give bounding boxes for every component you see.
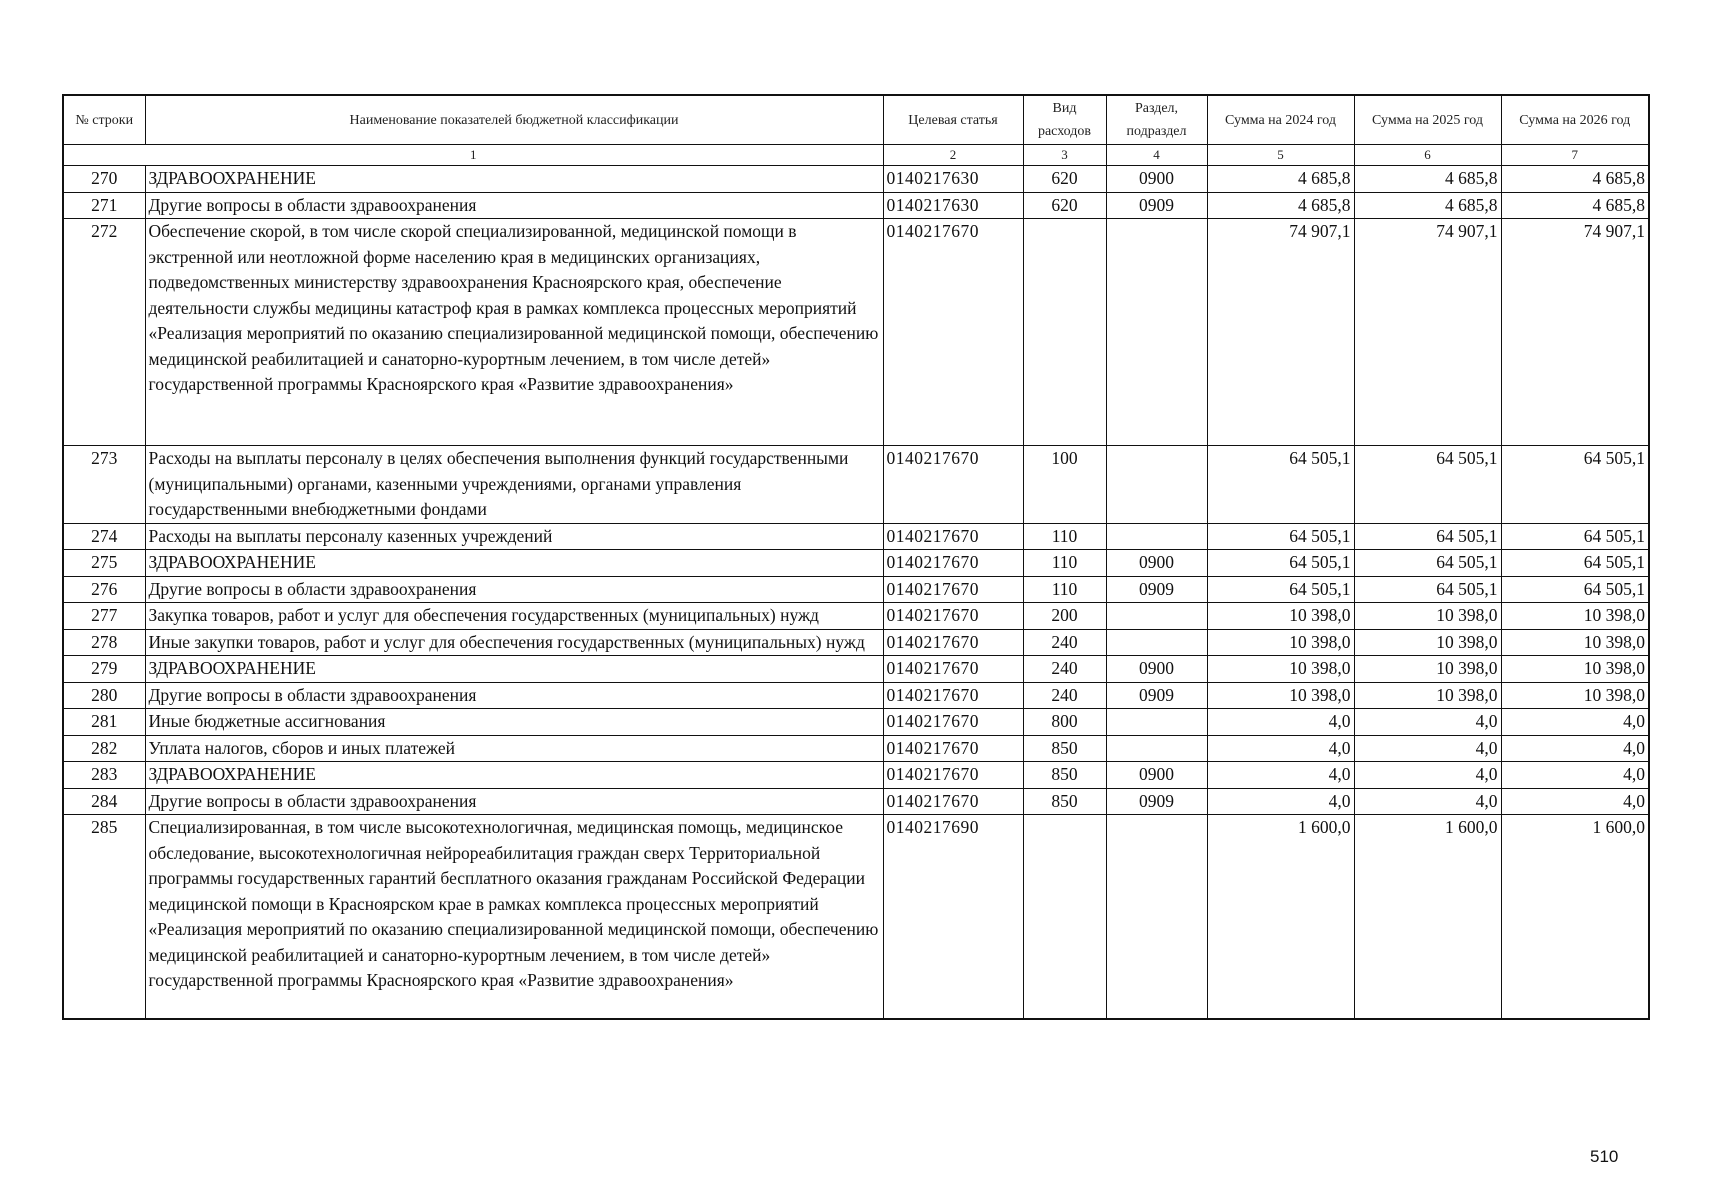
cell-sum-2026: 64 505,1 bbox=[1501, 446, 1649, 524]
cell-section bbox=[1106, 815, 1207, 1019]
cell-row-no: 279 bbox=[63, 656, 145, 683]
cell-section: 0909 bbox=[1106, 788, 1207, 815]
cell-row-no: 272 bbox=[63, 219, 145, 446]
cell-section: 0900 bbox=[1106, 762, 1207, 789]
cell-target: 0140217670 bbox=[883, 629, 1023, 656]
header-target: Целевая статья bbox=[883, 95, 1023, 145]
header-section: Раздел, подраздел bbox=[1106, 95, 1207, 145]
cell-target: 0140217670 bbox=[883, 762, 1023, 789]
cell-sum-2025: 4,0 bbox=[1354, 788, 1501, 815]
cell-sum-2026: 4,0 bbox=[1501, 788, 1649, 815]
cell-kind: 620 bbox=[1023, 166, 1106, 193]
cell-row-no: 280 bbox=[63, 682, 145, 709]
cell-sum-2024: 64 505,1 bbox=[1207, 446, 1354, 524]
cell-name: Другие вопросы в области здравоохранения bbox=[145, 788, 883, 815]
cell-sum-2024: 10 398,0 bbox=[1207, 629, 1354, 656]
cell-section bbox=[1106, 523, 1207, 550]
cell-row-no: 278 bbox=[63, 629, 145, 656]
cell-sum-2025: 4,0 bbox=[1354, 735, 1501, 762]
cell-kind: 240 bbox=[1023, 629, 1106, 656]
cell-target: 0140217630 bbox=[883, 166, 1023, 193]
table-body bbox=[63, 166, 1649, 1019]
table-row bbox=[63, 762, 1649, 789]
cell-kind: 110 bbox=[1023, 576, 1106, 603]
cell-sum-2026: 10 398,0 bbox=[1501, 629, 1649, 656]
cell-target: 0140217670 bbox=[883, 219, 1023, 446]
cell-sum-2025: 10 398,0 bbox=[1354, 682, 1501, 709]
cell-sum-2025: 10 398,0 bbox=[1354, 629, 1501, 656]
cell-section: 0909 bbox=[1106, 682, 1207, 709]
cell-kind bbox=[1023, 815, 1106, 1019]
cell-kind: 200 bbox=[1023, 603, 1106, 630]
cell-name: Иные закупки товаров, работ и услуг для обеспечения государственных (муниципальных) нужд bbox=[145, 629, 883, 656]
cell-sum-2024: 4,0 bbox=[1207, 788, 1354, 815]
cell-sum-2024: 64 505,1 bbox=[1207, 576, 1354, 603]
header-sum-2026: Сумма на 2026 год bbox=[1501, 95, 1649, 145]
cell-row-no: 283 bbox=[63, 762, 145, 789]
cell-section bbox=[1106, 709, 1207, 736]
cell-sum-2025: 4 685,8 bbox=[1354, 192, 1501, 219]
column-number: 2 bbox=[883, 145, 1023, 166]
cell-name: ЗДРАВООХРАНЕНИЕ bbox=[145, 550, 883, 577]
header-kind: Вид расходов bbox=[1023, 95, 1106, 145]
cell-target: 0140217670 bbox=[883, 682, 1023, 709]
cell-sum-2026: 4 685,8 bbox=[1501, 166, 1649, 193]
table-row bbox=[63, 735, 1649, 762]
cell-sum-2025: 64 505,1 bbox=[1354, 523, 1501, 550]
column-number: 1 bbox=[63, 145, 883, 166]
column-number: 7 bbox=[1501, 145, 1649, 166]
header-row-no: № строки bbox=[63, 95, 145, 145]
cell-sum-2025: 64 505,1 bbox=[1354, 550, 1501, 577]
table-row bbox=[63, 682, 1649, 709]
cell-sum-2025: 1 600,0 bbox=[1354, 815, 1501, 1019]
cell-sum-2025: 4 685,8 bbox=[1354, 166, 1501, 193]
table-row bbox=[63, 656, 1649, 683]
cell-sum-2025: 64 505,1 bbox=[1354, 576, 1501, 603]
cell-sum-2026: 4,0 bbox=[1501, 709, 1649, 736]
cell-name: Расходы на выплаты персоналу казенных учреждений bbox=[145, 523, 883, 550]
page-number: 510 bbox=[1590, 1147, 1619, 1166]
cell-sum-2026: 64 505,1 bbox=[1501, 550, 1649, 577]
cell-sum-2024: 4,0 bbox=[1207, 735, 1354, 762]
table-row bbox=[63, 603, 1649, 630]
cell-target: 0140217670 bbox=[883, 603, 1023, 630]
header-row bbox=[63, 95, 1649, 145]
cell-row-no: 275 bbox=[63, 550, 145, 577]
table-row bbox=[63, 629, 1649, 656]
cell-target: 0140217670 bbox=[883, 523, 1023, 550]
cell-sum-2024: 4 685,8 bbox=[1207, 192, 1354, 219]
cell-kind: 850 bbox=[1023, 762, 1106, 789]
cell-sum-2026: 64 505,1 bbox=[1501, 576, 1649, 603]
cell-sum-2026: 1 600,0 bbox=[1501, 815, 1649, 1019]
cell-kind: 850 bbox=[1023, 735, 1106, 762]
cell-sum-2026: 4 685,8 bbox=[1501, 192, 1649, 219]
cell-kind: 110 bbox=[1023, 523, 1106, 550]
cell-name: Расходы на выплаты персоналу в целях обеспечения выполнения функций государственными (муниципальными) органами, казенными учреждениями, органами управления государственными внебюджетными фондами bbox=[145, 446, 883, 524]
table-row bbox=[63, 788, 1649, 815]
cell-kind: 110 bbox=[1023, 550, 1106, 577]
cell-target: 0140217670 bbox=[883, 709, 1023, 736]
cell-name: Обеспечение скорой, в том числе скорой специализированной, медицинской помощи в экстренной или неотложной форме населению края в медицинских организациях, подведомственных министерству здравоохранения Красноярского края, обеспечение деятельности службы медицины катастроф края в рамках комплекса процессных мероприятий «Реализация мероприятий по оказанию специализированной медицинской помощи, обеспечению медицинской реабилитацией и санаторно-курортным лечением, в том числе детей» государственной программы Красноярского края «Развитие здравоохранения» bbox=[145, 219, 883, 446]
table-row bbox=[63, 166, 1649, 193]
cell-sum-2026: 10 398,0 bbox=[1501, 603, 1649, 630]
cell-sum-2024: 74 907,1 bbox=[1207, 219, 1354, 446]
cell-name: Другие вопросы в области здравоохранения bbox=[145, 192, 883, 219]
cell-name: Иные бюджетные ассигнования bbox=[145, 709, 883, 736]
column-number: 4 bbox=[1106, 145, 1207, 166]
cell-section bbox=[1106, 735, 1207, 762]
cell-sum-2025: 74 907,1 bbox=[1354, 219, 1501, 446]
header-sum-2025: Сумма на 2025 год bbox=[1354, 95, 1501, 145]
cell-sum-2024: 4 685,8 bbox=[1207, 166, 1354, 193]
cell-row-no: 282 bbox=[63, 735, 145, 762]
cell-name: ЗДРАВООХРАНЕНИЕ bbox=[145, 762, 883, 789]
cell-sum-2024: 1 600,0 bbox=[1207, 815, 1354, 1019]
cell-sum-2024: 4,0 bbox=[1207, 762, 1354, 789]
cell-sum-2026: 4,0 bbox=[1501, 762, 1649, 789]
cell-target: 0140217630 bbox=[883, 192, 1023, 219]
cell-name: Другие вопросы в области здравоохранения bbox=[145, 576, 883, 603]
cell-row-no: 277 bbox=[63, 603, 145, 630]
cell-sum-2026: 4,0 bbox=[1501, 735, 1649, 762]
cell-name: ЗДРАВООХРАНЕНИЕ bbox=[145, 656, 883, 683]
cell-kind: 850 bbox=[1023, 788, 1106, 815]
cell-section: 0909 bbox=[1106, 192, 1207, 219]
budget-sheet bbox=[62, 94, 1648, 1020]
cell-section bbox=[1106, 629, 1207, 656]
cell-name: Закупка товаров, работ и услуг для обеспечения государственных (муниципальных) нужд bbox=[145, 603, 883, 630]
cell-sum-2026: 74 907,1 bbox=[1501, 219, 1649, 446]
column-number: 3 bbox=[1023, 145, 1106, 166]
column-number: 5 bbox=[1207, 145, 1354, 166]
cell-section bbox=[1106, 219, 1207, 446]
cell-section: 0900 bbox=[1106, 166, 1207, 193]
table-row bbox=[63, 523, 1649, 550]
cell-sum-2025: 10 398,0 bbox=[1354, 603, 1501, 630]
cell-kind: 800 bbox=[1023, 709, 1106, 736]
table-row bbox=[63, 815, 1649, 1019]
cell-name: Уплата налогов, сборов и иных платежей bbox=[145, 735, 883, 762]
table-row bbox=[63, 576, 1649, 603]
cell-kind bbox=[1023, 219, 1106, 446]
cell-row-no: 284 bbox=[63, 788, 145, 815]
cell-kind: 240 bbox=[1023, 682, 1106, 709]
cell-row-no: 273 bbox=[63, 446, 145, 524]
cell-name: Другие вопросы в области здравоохранения bbox=[145, 682, 883, 709]
table-row bbox=[63, 446, 1649, 524]
cell-section: 0900 bbox=[1106, 550, 1207, 577]
header-name: Наименование показателей бюджетной классификации bbox=[145, 95, 883, 145]
table-row bbox=[63, 192, 1649, 219]
column-number: 6 bbox=[1354, 145, 1501, 166]
cell-sum-2025: 10 398,0 bbox=[1354, 656, 1501, 683]
cell-row-no: 285 bbox=[63, 815, 145, 1019]
cell-sum-2024: 64 505,1 bbox=[1207, 523, 1354, 550]
cell-row-no: 270 bbox=[63, 166, 145, 193]
cell-sum-2026: 10 398,0 bbox=[1501, 682, 1649, 709]
cell-name: ЗДРАВООХРАНЕНИЕ bbox=[145, 166, 883, 193]
cell-section: 0909 bbox=[1106, 576, 1207, 603]
table-row bbox=[63, 219, 1649, 446]
cell-sum-2024: 10 398,0 bbox=[1207, 603, 1354, 630]
cell-section: 0900 bbox=[1106, 656, 1207, 683]
cell-target: 0140217690 bbox=[883, 815, 1023, 1019]
cell-kind: 100 bbox=[1023, 446, 1106, 524]
cell-row-no: 281 bbox=[63, 709, 145, 736]
cell-name: Специализированная, в том числе высокотехнологичная, медицинская помощь, медицинское обследование, высокотехнологичная нейрореабилитация граждан сверх Территориальной программы государственных гарантий бесплатного оказания гражданам Российской Федерации медицинской помощи в Красноярском крае в рамках комплекса процессных мероприятий «Реализация мероприятий по оказанию специализированной медицинской помощи, обеспечению медицинской реабилитацией и санаторно-курортным лечением, в том числе детей» государственной программы Красноярского края «Развитие здравоохранения» bbox=[145, 815, 883, 1019]
header-sum-2024: Сумма на 2024 год bbox=[1207, 95, 1354, 145]
cell-row-no: 274 bbox=[63, 523, 145, 550]
cell-target: 0140217670 bbox=[883, 576, 1023, 603]
cell-sum-2024: 64 505,1 bbox=[1207, 550, 1354, 577]
cell-target: 0140217670 bbox=[883, 656, 1023, 683]
table-row bbox=[63, 709, 1649, 736]
table-row bbox=[63, 550, 1649, 577]
cell-row-no: 276 bbox=[63, 576, 145, 603]
cell-target: 0140217670 bbox=[883, 446, 1023, 524]
cell-sum-2026: 10 398,0 bbox=[1501, 656, 1649, 683]
column-number-row bbox=[63, 145, 1649, 166]
cell-target: 0140217670 bbox=[883, 735, 1023, 762]
cell-sum-2024: 4,0 bbox=[1207, 709, 1354, 736]
cell-section bbox=[1106, 603, 1207, 630]
cell-sum-2025: 64 505,1 bbox=[1354, 446, 1501, 524]
cell-kind: 240 bbox=[1023, 656, 1106, 683]
cell-sum-2025: 4,0 bbox=[1354, 709, 1501, 736]
cell-kind: 620 bbox=[1023, 192, 1106, 219]
cell-row-no: 271 bbox=[63, 192, 145, 219]
cell-sum-2024: 10 398,0 bbox=[1207, 682, 1354, 709]
cell-section bbox=[1106, 446, 1207, 524]
cell-sum-2026: 64 505,1 bbox=[1501, 523, 1649, 550]
budget-table bbox=[62, 94, 1650, 1020]
cell-sum-2024: 10 398,0 bbox=[1207, 656, 1354, 683]
cell-target: 0140217670 bbox=[883, 550, 1023, 577]
cell-sum-2025: 4,0 bbox=[1354, 762, 1501, 789]
cell-target: 0140217670 bbox=[883, 788, 1023, 815]
